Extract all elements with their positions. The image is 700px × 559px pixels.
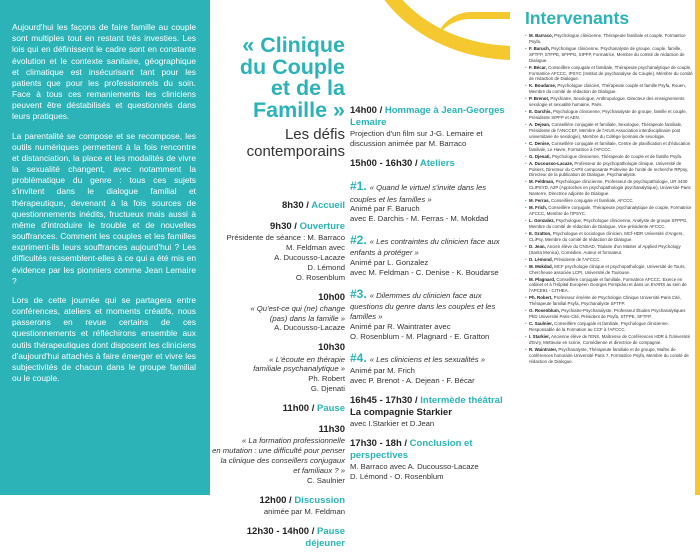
intervenant-desc: Professeur de psychopathologie clinique, Université de Poitiers, Directeur du CAPS composante Poitevine de l'unité de recherche RPpsy, Directeur de la publication de Dialogue, Psychanalyste. [529,160,689,178]
slot-detail: avec I.Starkier et D.Jean [350,419,435,429]
intro-paragraph: Aujourd'hui les façons de faire famille au couple sont multiples tout en restant très investies. Les lois qui en définissent le cadre sont en constante évolution et le contexte sanitaire, géographique et climatique est insécurisant tant pour les patients que pour les professionnels du soin. Face à tous ces remaniements les cliniciens peuvent être déstabilisés et questionnés dans leurs pratiques. [12,22,196,122]
slot-label: Conclusion et perspectives [350,438,473,462]
atelier-heading [350,233,508,258]
intervenant-name: C. Saulnier, [529,321,553,327]
slot-label: Pause [317,402,345,414]
slot-detail: D. Lémond [307,262,345,272]
intervenant-name: M. Frich, [529,205,548,211]
intervenant-desc: MCF psychologie clinique et psychopathologie, Université de Tours, Chercheuse associée LCPI, Université de Toulouse. [529,263,686,275]
slot-label: Ouverture [299,221,345,233]
intervenant-item [525,295,694,307]
title-line: « Clinique [242,33,345,57]
intervenant-name: F. Baruch, [529,45,550,51]
intervenant-desc: Psychologue et sociologue clinicien, MCf-HDR Université d'Angers, CLiPsy, Membre du comité de rédaction de Dialogue. [529,230,684,242]
intervenant-item [525,141,694,153]
slot-label: Accueil [311,200,345,211]
program-column [210,0,510,549]
intervenant-name: M. Ferras, [529,198,550,204]
intervenant-desc: Conseillère conjugale et familiale, Sexologue, Thérapeute familiale, Présidente de l'ANCCEF, Membre de l'AIUS Association interdisciplinaire post universitaire de sexologie), Membre du Collège lyonnais de sexologie. [529,122,683,139]
schedule-slot [210,495,345,517]
slot-label: Hommage à Jean-Georges Lemaire [350,105,505,129]
atelier-title: « Dilemmes du clinicien face aux questions du genre dans les couples et les familles » [350,291,496,322]
intervenant-name: E. Gratton, [529,230,552,236]
slot-time-text: 16h45 - 17h30 [350,394,413,406]
slot-detail: « L'écoute en thérapie [269,354,345,364]
intervenant-name: D. Lémond, [529,256,553,262]
title-line: Famille » [252,97,345,122]
slot-label: Pause déjeuner [305,525,345,549]
slot-time-text: 10h30 [318,342,345,354]
schedule-slot [210,403,345,415]
decorative-stripe [695,0,700,495]
intervenant-item [525,334,694,346]
atelier-title: « Les contraintes du clinicien face aux enfants à protéger » [350,237,500,258]
intervenant-item [525,218,694,230]
intervenant-desc: Ancienne élève de l'ENS, Maîtresse de Conférences HDR à l'Université d'Evry, Metteuse en scène, Comédienne et directrice de compagnie. [529,333,691,345]
intervenants-column [510,0,700,495]
schedule-slot [210,424,345,485]
intervenant-name: P. Brenot, [529,96,550,102]
atelier-animator: Animé par M. Frich [350,366,415,376]
schedule-slot [350,158,508,170]
title-line: et de la [270,76,345,100]
intervenant-name: D. Jean, [529,243,546,249]
intervenant-item [525,122,694,140]
slot-detail: O. Rosenblum [295,272,345,282]
slot-time [210,424,345,436]
intervenant-desc: Ancien élève du CNSAD, Titulaire d'un Master of Applied Psychology (Santa Monica), Comédien, Auteur et formateur. [529,243,681,255]
slot-label: Intermède théâtral [420,394,503,406]
slot-detail: et familiaux ? » [293,465,345,475]
atelier-animator: Animé par L. Gonzalez [350,258,429,268]
slot-label: Discussion [294,494,345,506]
intervenant-item [525,161,694,179]
slot-time: 14h00 / Hommage à Jean-Georges Lemaire [350,105,505,129]
intervenant-desc: Psychologue clinicienne, Psychanalyste de groupe, famille et couple, Présidente SIPFP et AEN. [529,109,687,121]
page-title [210,35,345,121]
intervenant-name: M. Feldman, [529,179,555,185]
subtitle-line: contemporains [246,142,345,160]
intervenant-name: L. Gonzalez, [529,218,555,224]
slot-detail: C. Saulnier [306,475,345,485]
atelier-participants: avec P. Brenot - A. Dejean - F. Bécar [350,376,475,386]
intervenant-name: O. Rosenblum, [529,308,560,314]
slot-time: 12h30 - 14h00 / Pause déjeuner [246,525,345,549]
intervenant-name: G. Djenati, [529,153,551,159]
slot-time-text: 15h00 - 16h30 [350,158,413,170]
intervenant-desc: Psychiatre-Psychanalyste, Professeur Études Psychanalytiques PhD Université Paris-Cité, Président de Psyfa, STFPE, SFTFP. [529,308,686,320]
title-line: du Couple [239,54,345,79]
atelier-heading [350,179,508,204]
schedule-slot [210,342,345,394]
slot-detail: Présidente de séance : M. Barraco [226,233,345,243]
intervenant-desc: Psychologue clinicienne, Psychanalyste de groupe, couple, famille, SFTFP, STFPE, SFPPG, SIPFP, Formatrice, Membre du comité de rédaction de Dialogue. [529,45,685,63]
intervenant-item [525,231,694,243]
intervenant-name: C. Denise, [529,140,551,146]
intro-column [0,0,210,495]
slot-detail: discussion animée par M. Barraco [350,139,467,149]
slot-time [210,292,345,304]
slot-time: 9h30 / Ouverture [270,221,345,233]
intervenant-item [525,308,694,320]
atelier-participants: avec M. Feldman - C. Denise - K. Boudarse [350,268,499,278]
intervenants-title: Intervenants [525,8,630,28]
intervenant-item [525,321,694,333]
slot-time-text: 10h00 [318,291,345,303]
slot-time-text: 9h30 [270,221,292,233]
slot-detail: M. Feldman avec [286,243,345,253]
atelier-animator: Animé par F. Baruch [350,204,420,214]
intervenant-desc: Conseillère conjugale et familiale, AFCCC. [550,198,634,204]
schedule-afternoon [350,105,508,491]
intervenant-desc: Conseillère conjugale, Thérapeute psychanalytique de couple, Formatrice AFCCC, Membre de l'IPSYC. [529,205,692,217]
intervenant-item [525,198,694,204]
slot-detail: G. Djenati [310,384,345,394]
atelier-heading [350,351,508,366]
intervenant-desc: Conseillère conjugale et familiale, Formatrice AFCCC. Exerce en cabinet et à l'Hôpital Européen Georges Pompidou et dans un EVARS au sein de l'APCE91 - CITHEA. [529,276,687,294]
slot-time: 17h30 - 18h / Conclusion et perspectives [350,438,473,462]
intervenant-desc: Conseillère conjugale et familiale, Psychologue clinicienne, Responsable de la Formation au CCF à l'AFCCC. [529,321,669,332]
intervenant-item [525,205,694,217]
atelier-number: #4. [350,350,367,365]
slot-time: 15h00 - 16h30 / Ateliers [350,158,455,170]
slot-time: 11h00 / Pause [282,402,345,414]
slot-time: 12h00 / Discussion [259,494,345,506]
slot-time-text: 8h30 [281,200,304,211]
intervenant-item [525,244,694,256]
atelier-participants: avec E. Darchis - M. Ferras - M. Mokdad [350,214,489,224]
atelier-number: #1. [350,179,367,194]
atelier-participants: O. Rosenblum - M. Plagnard - E. Gratton [350,332,490,341]
atelier-heading [350,287,508,322]
slot-detail: (pas) dans la famille » [269,313,345,323]
intervenant-name: M. Barraco, [529,33,553,38]
subtitle-line: Les défis [284,126,345,143]
atelier [350,351,508,386]
intervenant-desc: Psychanalyste, Thérapeute familiale et de groupe, Maître de conférences honoraire Université Paris 7, Formatrice Psyfa, Membre du comité de rédaction de Dialogue. [529,346,689,364]
schedule-slot [210,292,345,334]
atelier [350,287,508,342]
schedule-slot [210,526,345,550]
slot-label: Ateliers [419,158,455,170]
schedule-slot [350,438,508,482]
intervenant-name: R. Waintrater, [529,346,558,352]
slot-time-text: 14h00 [350,105,377,116]
intervenant-desc: Psychologue clinicienne, Thérapeute de couple et de famille Psyfa. [551,153,683,159]
slot-time-text: 12h00 [259,494,287,506]
slot-detail: Projection d'un film sur J-G. Lemaire et [350,129,483,139]
slot-time: 8h30 / Accueil [281,200,345,211]
slot-extra: La compagnie Starkier [350,407,452,419]
slot-time-text: 12h30 - 14h00 [246,525,310,537]
atelier-number: #3. [350,287,367,302]
intervenant-desc: Conseillère conjugale et familiale, Thérapeute psychanalytique de couple, Formatrice AFCCC, IPSYC (Institut de psychanalyse du Couple), Membre du comité de rédaction de Dialogue. [529,64,693,82]
intervenant-desc: Psychologue clinicien, Thérapeute couple et famille Psyfa, Rouen, Membre du comité de rédaction de Dialogue. [529,83,686,95]
slot-detail: A. Ducousso-Lacaze [274,253,345,263]
intervenant-desc: Psychologue, Psychologue clinicienne, Analyste de groupe SFPPG, Membre du comité de rédaction de Dialogue, Vice-présidente AFCCC. [529,218,688,229]
intervenant-desc: Professeur émérite de Psychologie Clinique Université Paris Cité, Thérapeute familial Psyfa, Psychanalyste SFTFP. [529,295,682,307]
intervenant-name: K. Boudarse, [529,83,557,89]
schedule-slot [350,395,508,429]
intervenant-item [525,347,694,365]
slot-time-text: 11h00 [282,402,310,414]
intervenant-item [525,154,694,160]
intervenant-item [525,277,694,295]
intervenant-name: Ph. Robert, [529,295,553,301]
intervenant-name: A. Ducousso-Lacaze, [529,160,574,166]
atelier [350,179,508,224]
intervenant-item [525,33,694,45]
title-block [210,35,345,160]
slot-detail: D. Lémond - O. Rosenblum [350,472,444,482]
intervenant-desc: Conseillère conjugale et familiale, Centre de planification et d'éducation familiale, Le Havre, Formatrice à l'AFCCC. [529,140,691,152]
slot-detail: « Qu'est-ce qui (ne) change [250,303,345,313]
intervenant-desc: Psychologue clinicienne, Thérapeute familiale et couple, Formatrice Psyfa. [529,33,686,44]
intervenant-desc: Psychologue clinicienne, Professeur de psychopathologie, UR 4430 CLIPSYD, A2P (Approches en psychopathologie psychanalytique), Université Paris Nanterre, Directrice adjointe de Dialogue. [529,179,691,197]
slot-detail: Ph. Robert [308,374,345,384]
slot-detail: « La formation professionnelle [242,436,345,446]
slot-time: 16h45 - 17h30 / Intermède théâtral La compagnie Starkier [350,394,503,419]
schedule-slot [210,221,345,282]
intro-paragraph: Lors de cette journée qui se partagera entre conférences, ateliers et moments créatifs, nous passerons en revue certains de ces questionnements et réfléchirons ensemble aux outils thérapeutiques dont disposent les cliniciens d'aujourd'hui attachés à faire émerger et vivre les subjectivités de chacun dans le groupe familial ou le couple. [12,294,196,384]
atelier-number: #2. [350,233,367,248]
intervenant-item [525,264,694,276]
intervenant-item [525,179,694,197]
schedule-slot [350,105,508,149]
atelier-title: « Les cliniciens et les sexualités » [369,354,486,364]
atelier [350,233,508,278]
intervenant-name: M. Plagnard, [529,276,556,282]
slot-detail: animée par M. Feldman [263,506,345,516]
intervenant-name: M. Mokdad, [529,263,553,269]
intervenant-desc: Présidente de l'AFCCC. [554,256,601,262]
atelier-animator: Animé par R. Waintrater avec [350,322,451,332]
schedule-morning [210,200,345,559]
atelier-title: « Quand le virtuel s'invite dans les couples et les familles » [350,183,487,204]
intervenant-item [525,257,694,263]
intervenant-name: I. Starkier, [529,333,550,339]
intervenant-desc: Psychiatre, Sexologue, Anthropologue, Directeur des enseignements sexologie et sexualité humaine, Paris. [529,96,685,108]
intervenant-name: A. Dejean, [529,122,551,128]
intervenant-item [525,46,694,64]
slot-detail: familiale psychanalytique » [253,364,345,374]
slot-time-text: 17h30 - 18h [350,438,402,450]
intervenants-list [525,33,694,364]
slot-detail: la clinique des conseillers conjugaux [220,455,345,465]
intervenant-item [525,96,694,108]
intervenant-item [525,83,694,95]
slot-detail: A. Ducousso-Lacaze [274,323,345,333]
intervenant-name: F. Bécar, [529,64,547,70]
slot-detail: M. Barraco avec A. Ducousso-Lacaze [350,462,479,472]
slot-detail: en mutation : une difficulté pour penser [212,446,345,456]
schedule-slot [210,200,345,212]
intervenant-name: E. Darchis, [529,109,552,115]
slot-time-text: 11h30 [318,424,345,436]
page-subtitle [210,127,345,160]
intervenant-item [525,65,694,83]
slot-time [210,342,345,354]
intro-paragraph: La parentalité se compose et se recompose, les outils numériques permettent à la fois rencontre et distanciation, la place et les modalités de vivre la sexualité changent, avec notamment la problématique du genre : tous ces sujets s'invitent dans le dialogue familial et thérapeutique, devenant à la fois sources de questionnements inédits, fructueux mais aussi à même d'introduire le trouble et de nouvelles souffrances. Comment les couples et les familles expriment-ils leurs souffrances aujourd'hui ? Les difficultés ressemblent-elles à ce qui a été mis en évidence par les pionniers comme Jean Lemaire ? [12,130,196,286]
intervenant-item [525,109,694,121]
